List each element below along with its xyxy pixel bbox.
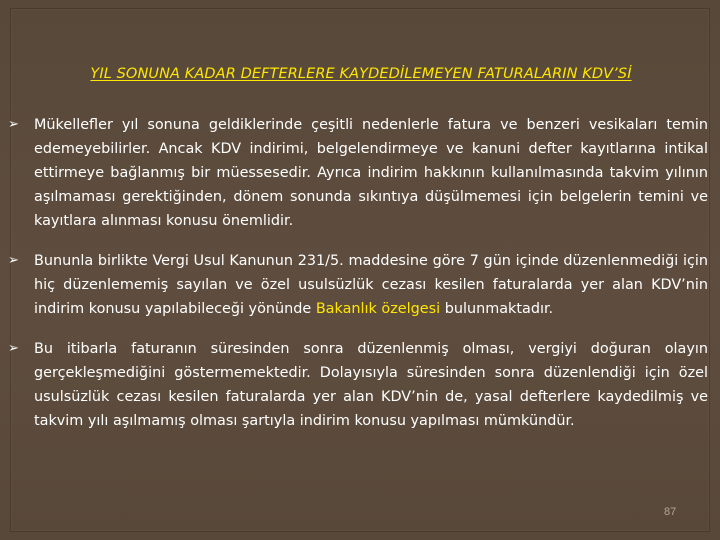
bullet-text-part: Bununla birlikte Vergi Usul Kanunun 231/5. maddesine göre 7 gün içinde düzenlenmediği için hiç düzenlememiş sayılan ve özel usulsüzlük cezası kesilen faturalarda yer alan KDV’nin indirim konusu yapılabileceği yönünde [34, 253, 708, 317]
highlighted-text: Bakanlık özelgesi [315, 301, 441, 317]
arrow-bullet-icon: ➢ [8, 253, 19, 268]
slide-title: YIL SONUNA KADAR DEFTERLERE KAYDEDİLEMEYEN FATURALARIN KDV’Sİ [90, 66, 632, 82]
bullet-text-part: bulunmaktadır. [440, 301, 554, 317]
bullet-text: Mükellefler yıl sonuna geldiklerinde çeşitli nedenlerle fatura ve benzeri vesikaları temin edemeyebilirler. Ancak KDV indirimi, belgelendirmeye ve kanuni defter kayıtlarına intikal ettirmeye bağlanmış bir müessesedir. Ayrıca indirim hakkının kullanılmasında takvim yılının aşılmaması gerektiğinden, dönem sonunda sıkıntıya düşülmemesi için belgelerin temini ve kayıtlara alınması konusu önemlidir. [34, 117, 708, 229]
bullet-text: Bu itibarla faturanın süresinden sonra düzenlenmiş olması, vergiyi doğuran olayın gerçekleşmediğini göstermemektedir. Dolayısıyla süresinden sonra düzenlendiği için özel usulsüzlük cezası kesilen faturalarda yer alan KDV’nin de, yasal defterlere kaydedilmiş ve takvim yılı aşılmamış olması şartıyla indirim konusu yapılması mümkündür. [34, 341, 708, 429]
bullet-text [34, 249, 708, 321]
bullet-item [8, 337, 708, 433]
page-number: 87 [664, 506, 677, 518]
bullet-list [8, 113, 708, 449]
arrow-bullet-icon: ➢ [8, 341, 19, 356]
bullet-item [8, 113, 708, 233]
bullet-item [8, 249, 708, 321]
arrow-bullet-icon: ➢ [8, 117, 19, 132]
